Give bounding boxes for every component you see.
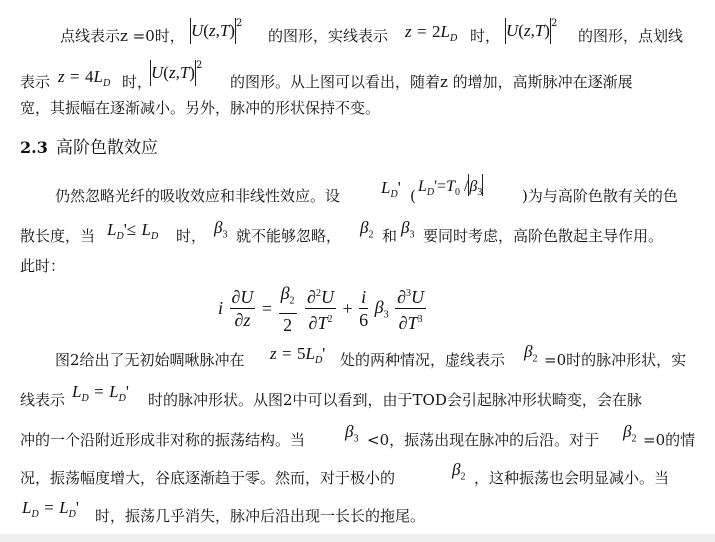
text-segment: 时， [470,27,501,45]
page-bottom-strip [0,534,715,542]
frac-i-over-6: $\frac{i}{6}$ [359,287,369,331]
text-segment: 况，振荡幅度增大，谷底逐渐趋于零。然而，对于极小的 [20,469,396,487]
text-segment: 的图形，点划线 [578,27,684,45]
formula-beta3: $\beta_3$ [401,218,415,241]
formula-abs-u-squared: $U(z,T)^2$ [150,56,202,86]
text-segment: 仍然忽略光纤的吸收效应和非线性效应。设 [55,187,341,205]
text-segment: 要同时考虑，高阶色散起主导作用。 [423,227,664,245]
text-segment: )为与高阶色散有关的色 [522,187,678,205]
formula-beta2: $\beta_2$ [360,218,374,241]
formula-beta2: $\beta_2$ [524,342,538,365]
frac-d2U-dT2: $\frac{\partial^2U}{\partial T^2}$ [305,283,336,334]
text-segment: 线表示 [20,391,66,409]
text-segment: 冲的一个沿附近形成非对称的振荡结构。当 [20,431,306,449]
text-segment: =0时的脉冲形状，实 [544,351,687,369]
text-segment: 图2给出了无初始啁啾脉冲在 [55,351,245,369]
text-segment: =0的情 [643,431,696,449]
text-segment: 就不能够忽略， [236,227,342,245]
section-title: 高阶色散效应 [56,138,158,158]
formula-abs-u-squared: $U(z,T)^2$ [190,14,242,44]
text-segment: ( [410,187,416,205]
formula-z-5ld-prime: $z = 5L_D'$ [270,344,326,367]
text-segment: 时的脉冲形状。从图2中可以看到，由于TOD会引起脉冲形状畸变，会在脉 [148,391,642,409]
text-segment: 的图形，实线表示 [268,27,389,45]
formula-ld-prime-def: $L_D'=T_0$ $/\beta_3$ [418,174,483,203]
text-segment: 的图形。从上图可以看出，随着z 的增加，高斯脉冲在逐渐展 [230,73,633,91]
formula-beta2: $\beta_2$ [623,422,637,445]
text-segment: 时， [122,73,153,91]
text-segment: 此时： [20,257,66,275]
frac-dU-dz: $\frac{\partial U}{\partial z}$ [231,287,254,331]
text-segment: 和 [382,227,398,245]
display-equation: i $\frac{\partial U}{\partial z}$ = $\frac{\beta_2}{2}$ $\frac{\partial^2U}{\partial T^2}$ + $\frac{i}{6}$ $\beta_3$ $\frac{\partial^3U}{\partial T^3}$ [218,283,424,335]
formula-z-2ld: $z = 2L_D$ [405,22,458,45]
formula-abs-u-squared: $U(z,T)^2$ [505,14,557,44]
text-segment: 时， [176,227,207,245]
text-segment: 散长度，当 [20,227,96,245]
text-segment: 处的两种情况，虚线表示 [340,351,506,369]
formula-ld-eq-ld-prime: $L_D = L_D'$ [72,382,129,405]
text-segment: 时，振荡几乎消失，脉冲后沿出现一长长的拖尾。 [95,507,426,525]
formula-ld-prime-leq-ld: $L_D'\le L_D$ [107,220,159,243]
text-segment: <0，振荡出现在脉冲的后沿。对于 [367,431,600,449]
formula-beta2: $\beta_2$ [452,460,466,483]
formula-ld-prime: $L_D'$ [381,178,401,201]
formula-beta3: $\beta_3$ [345,422,359,445]
text-segment: 宽，其振幅在逐渐减小。另外，脉冲的形状保持不变。 [20,99,381,117]
text-segment: ，这种振荡也会明显减小。当 [474,469,670,487]
formula-z-4ld: $z = 4L_D$ [58,67,111,90]
frac-d3U-dT3: $\frac{\partial^3U}{\partial T^3}$ [395,283,426,334]
text-segment: 点线表示z =0时， [60,27,185,45]
text-segment: 表示 [20,73,51,91]
section-number: 2.3 [20,138,48,157]
formula-ld-eq-ld-prime: $L_D = L_D'$ [22,498,79,521]
formula-beta3: $\beta_3$ [214,218,228,241]
frac-beta2-over-2: $\frac{\beta_2}{2}$ [280,283,295,335]
